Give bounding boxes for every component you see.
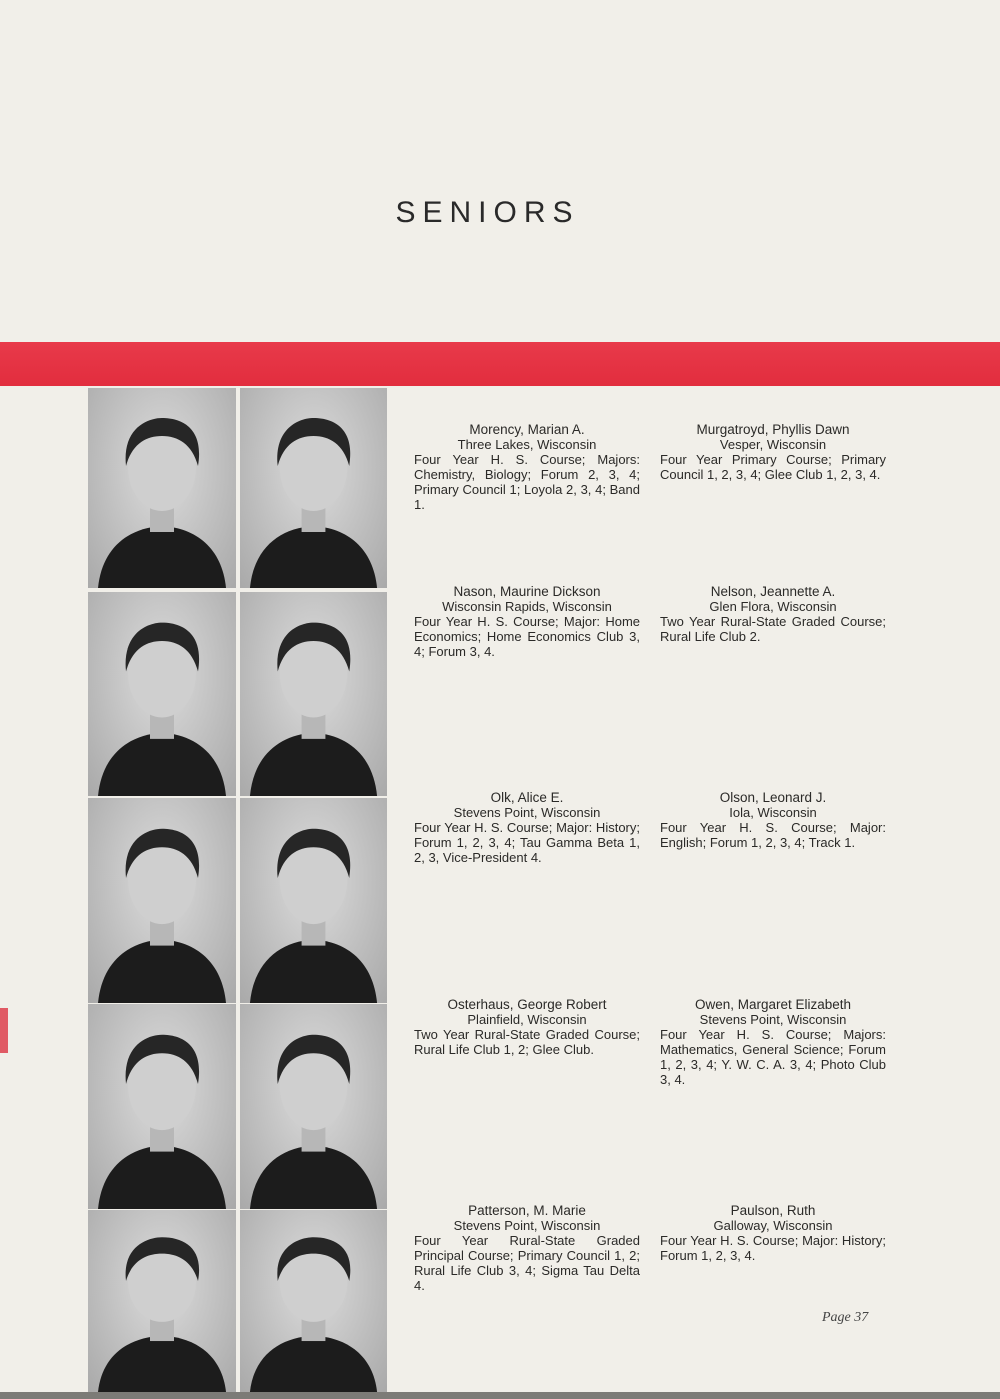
senior-name: Olson, Leonard J. <box>719 790 827 805</box>
senior-hometown: Glen Flora, Wisconsin <box>709 599 837 614</box>
senior-hometown: Galloway, Wisconsin <box>713 1218 833 1233</box>
page-bottom-edge <box>0 1392 1000 1399</box>
senior-entry <box>660 790 886 850</box>
portrait-murgatroyd-phyllis <box>240 388 387 588</box>
portrait-silhouette <box>88 1210 236 1392</box>
portrait-silhouette <box>88 1004 236 1209</box>
senior-record: Four Year H. S. Course; Major: English; Forum 1, 2, 3, 4; Track 1. <box>660 820 886 850</box>
senior-name: Olk, Alice E. <box>490 790 564 805</box>
senior-hometown: Stevens Point, Wisconsin <box>453 1218 601 1233</box>
senior-name: Nelson, Jeannette A. <box>710 584 836 599</box>
page-title: SENIORS <box>395 196 580 229</box>
senior-record: Four Year H. S. Course; Major: History; Forum 1, 2, 3, 4; Tau Gamma Beta 1, 2, 3, Vice-President 4. <box>414 820 640 865</box>
portrait-osterhaus-george <box>88 1004 236 1209</box>
senior-name: Murgatroyd, Phyllis Dawn <box>696 422 850 437</box>
senior-name: Nason, Maurine Dickson <box>453 584 601 599</box>
portrait-silhouette <box>240 388 387 588</box>
side-edge-mark <box>0 1008 8 1053</box>
portrait-patterson-marie <box>88 1210 236 1392</box>
portrait-silhouette <box>240 1004 387 1209</box>
portrait-silhouette <box>240 592 387 796</box>
portrait-morency-marian <box>88 388 236 588</box>
senior-entry <box>660 422 886 482</box>
portrait-silhouette <box>88 388 236 588</box>
portrait-olson-leonard <box>240 798 387 1003</box>
senior-hometown: Three Lakes, Wisconsin <box>457 437 597 452</box>
senior-record: Two Year Rural-State Graded Course; Rural Life Club 2. <box>660 614 886 644</box>
senior-record: Four Year H. S. Course; Major: History; Forum 1, 2, 3, 4. <box>660 1233 886 1263</box>
senior-hometown: Stevens Point, Wisconsin <box>453 805 601 820</box>
senior-record: Two Year Rural-State Graded Course; Rural Life Club 1, 2; Glee Club. <box>414 1027 640 1057</box>
senior-name: Patterson, M. Marie <box>468 1203 586 1218</box>
senior-hometown: Plainfield, Wisconsin <box>467 1012 587 1027</box>
portrait-olk-alice <box>88 798 236 1003</box>
senior-hometown: Vesper, Wisconsin <box>719 437 827 452</box>
senior-name: Osterhaus, George Robert <box>447 997 607 1012</box>
senior-hometown: Iola, Wisconsin <box>729 805 817 820</box>
senior-entry <box>660 584 886 644</box>
portrait-silhouette <box>240 1210 387 1392</box>
senior-name: Morency, Marian A. <box>469 422 585 437</box>
senior-entry <box>660 997 886 1087</box>
senior-record: Four Year H. S. Course; Majors: Chemistry, Biology; Forum 2, 3, 4; Primary Council 1; Loyola 2, 3, 4; Band 1. <box>414 452 640 512</box>
senior-record: Four Year Rural-State Graded Principal Course; Primary Council 1, 2; Rural Life Club 3, 4; Sigma Tau Delta 4. <box>414 1233 640 1293</box>
portrait-silhouette <box>240 798 387 1003</box>
portrait-silhouette <box>88 798 236 1003</box>
senior-entry <box>414 790 640 865</box>
senior-name: Owen, Margaret Elizabeth <box>694 997 852 1012</box>
portrait-nelson-jeannette <box>240 592 387 796</box>
senior-entry <box>414 997 640 1057</box>
senior-entry <box>414 1203 640 1293</box>
senior-record: Four Year H. S. Course; Majors: Mathematics, General Science; Forum 1, 2, 3, 4; Y. W. C. A. 3, 4; Photo Club 3, 4. <box>660 1027 886 1087</box>
portrait-nason-maurine <box>88 592 236 796</box>
senior-entry <box>414 584 640 659</box>
senior-entry <box>660 1203 886 1263</box>
portrait-paulson-ruth <box>240 1210 387 1392</box>
senior-hometown: Stevens Point, Wisconsin <box>699 1012 847 1027</box>
portrait-silhouette <box>88 592 236 796</box>
senior-record: Four Year Primary Course; Primary Council 1, 2, 3, 4; Glee Club 1, 2, 3, 4. <box>660 452 886 482</box>
senior-name: Paulson, Ruth <box>730 1203 816 1218</box>
senior-record: Four Year H. S. Course; Major: Home Economics; Home Economics Club 3, 4; Forum 3, 4. <box>414 614 640 659</box>
senior-hometown: Wisconsin Rapids, Wisconsin <box>442 599 612 614</box>
page-number: Page 37 <box>822 1310 869 1325</box>
portrait-owen-margaret <box>240 1004 387 1209</box>
red-band <box>0 342 1000 386</box>
senior-entry <box>414 422 640 512</box>
